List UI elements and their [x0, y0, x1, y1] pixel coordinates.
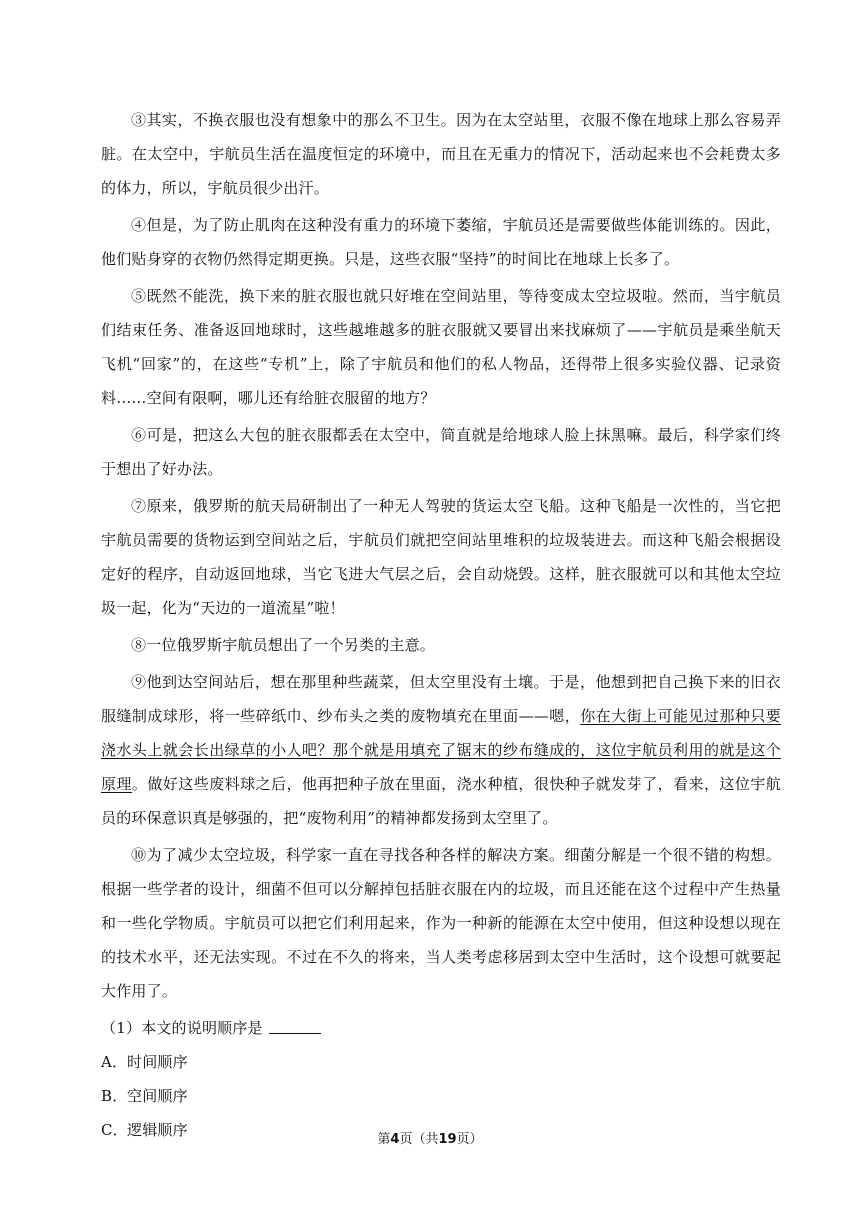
option-a-letter: A．: [101, 1053, 128, 1071]
answer-blank[interactable]: [269, 1019, 321, 1034]
option-b-letter: B．: [101, 1087, 128, 1105]
paragraph-5: ⑤既然不能洗，换下来的脏衣服也就只好堆在空间站里，等待变成太空垃圾啦。然而，当宇航员们结束任务、准备返回地球时，这些越堆越多的脏衣服就又要冒出来找麻烦了——宇航员是乘坐航天飞机“回家”的，在这些“专机”上，除了宇航员和他们的私人物品，还得带上很多实验仪器、记录资料……空间有限啊，哪儿还有给脏衣服留的地方？: [101, 287, 781, 407]
article-body: [101, 103, 781, 1147]
option-c-letter: C．: [101, 1121, 128, 1139]
paragraph-6: ⑥可是，把这么大包的脏衣服都丢在太空中，简直就是给地球人脸上抹黑嘛。最后，科学家们终于想出了好办法。: [101, 426, 781, 478]
paragraph-9: [101, 665, 781, 835]
option-a-text: 时间顺序: [127, 1053, 188, 1071]
option-c-text: 逻辑顺序: [127, 1121, 188, 1139]
option-b-text: 空间顺序: [127, 1087, 188, 1105]
page-footer: [0, 1128, 860, 1147]
option-a[interactable]: [101, 1045, 781, 1079]
footer-page-number: 4: [390, 1132, 400, 1147]
paragraph-4: ④但是，为了防止肌肉在这种没有重力的环境下萎缩，宇航员还是需要做些体能训练的。因此，他们贴身穿的衣物仍然得定期更换。只是，这些衣服“坚持”的时间比在地球上长多了。: [101, 216, 781, 268]
paragraph-9-after: 。做好这些废料球之后，他再把种子放在里面，浇水种植，很快种子就发芽了，看来，这位宇航员的环保意识真是够强的，把“废物利用”的精神都发扬到太空里了。: [101, 775, 781, 827]
paragraph-8: ⑧一位俄罗斯宇航员想出了一个另类的主意。: [131, 636, 436, 654]
paragraph-9-before: ⑨他到达空间站后，想在那里种些蔬菜，但太空里没有土壤。于是，他想到把自己换下来的旧衣服缝制成球形，将一些碎纸巾、纱布头之类的废物填充在里面——嗯，: [101, 673, 781, 725]
footer-total-pages: 19: [438, 1132, 457, 1147]
paragraph-10: ⑩为了减少太空垃圾，科学家一直在寻找各种各样的解决方案。细菌分解是一个很不错的构想。根据一些学者的设计，细菌不但可以分解掉包括脏衣服在内的垃圾，而且还能在这个过程中产生热量和一些化学物质。宇航员可以把它们利用起来，作为一种新的能源在太空中使用，但这种设想以现在的技术水平，还无法实现。不过在不久的将来，当人类考虑移居到太空中生活时，这个设想可就要起大作用了。: [101, 846, 781, 1000]
question-1: [101, 1011, 781, 1045]
paragraph-7: ⑦原来，俄罗斯的航天局研制出了一种无人驾驶的货运太空飞船。这种飞船是一次性的，当它把宇航员需要的货物运到空间站之后，宇航员们就把空间站里堆积的垃圾装进去。而这种飞船会根据设定好的程序，自动返回地球，当它飞进大气层之后，会自动烧毁。这样，脏衣服就可以和其他太空垃圾一起，化为“天边的一道流星”啦！: [101, 497, 781, 617]
question-1-label: （1）本文的说明顺序是: [101, 1019, 263, 1037]
footer-suffix: 页）: [456, 1132, 483, 1147]
footer-prefix: 第: [377, 1132, 391, 1147]
option-b[interactable]: [101, 1079, 781, 1113]
footer-mid: 页（共: [399, 1132, 439, 1147]
underlined-sentence: 你在大街上可能见过那种只要浇水头上就会长出绿草的小人吧？那个就是用填充了锯末的纱布缝成的，这位宇航员利用的就是这个原理: [101, 707, 782, 793]
paragraph-3: ③其实，不换衣服也没有想象中的那么不卫生。因为在太空站里，衣服不像在地球上那么容易弄脏。在太空中，宇航员生活在温度恒定的环境中，而且在无重力的情况下，活动起来也不会耗费太多的体力，所以，宇航员很少出汗。: [101, 111, 781, 197]
